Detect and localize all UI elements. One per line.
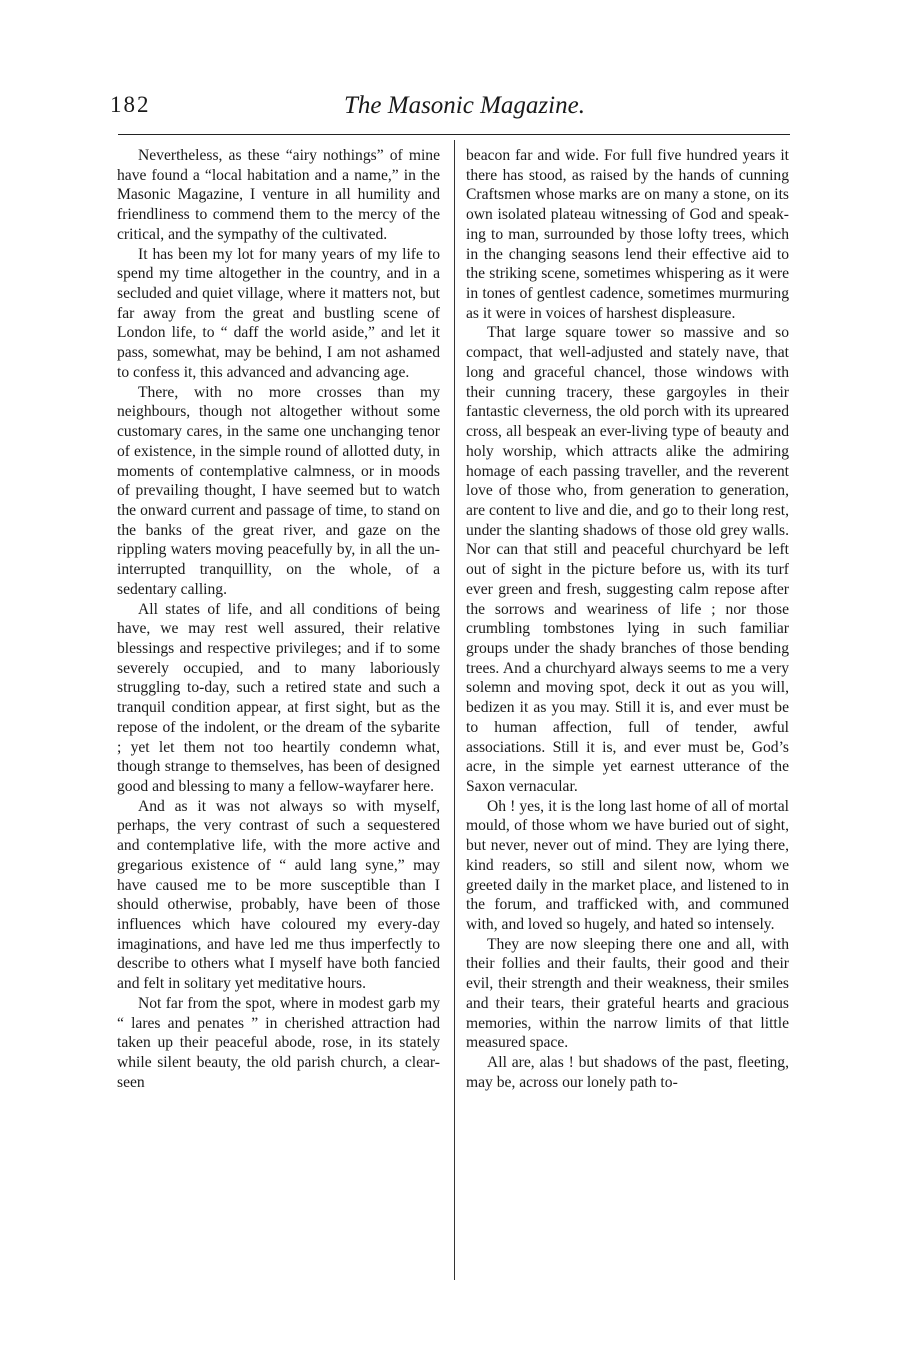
paragraph-continuation: beacon far and wide. For full five hundred years it there has stood, as raised by the hands of cunning Craftsmen whose marks are on many a stone, on its own isolated plateau witnessing of God and speaking to man, surrounded by those lofty trees, which in the changing seasons lend their effective aid to the striking scene, sometimes whispering as it were in tones of gentlest cadence, sometimes murmuring as it were in voices of harshest displeasure. [466,147,789,322]
paragraph: It has been my lot for many years of my life to spend my time altogether in the country, and in a secluded and quiet village, where it matters not, but far away from the great and bustling scene of London life, to “ daff the world aside,” and let it pass, somewhat, may be behind, I am not ashamed to confess it, this advanced and advancing age. [117,245,440,381]
paragraph: They are now sleeping there one and all, with their follies and their faults, their good and their evil, their strength and their weakness, their smiles and their tears, their grateful hearts and gracious memories, within the narrow limits of that little measured space. [466,935,789,1052]
page-number: 182 [110,92,151,117]
paragraph: All states of life, and all conditions of being have, we may rest well assured, their relative blessings and respective privileges; and if to some severely occupied, and to many laboriously struggling to-day, such a retired state and such a tranquil condition appear, at first sight, but as the repose of the indolent, or the dream of the sybarite ; yet let them not too heartily condemn what, though strange to themselves, has been of designed good and blessing to many a fellow-wayfarer here. [117,600,440,795]
running-title: The Masonic Magazine. [344,92,585,119]
right-column [466,146,789,1093]
paragraph: Nevertheless, as these “airy nothings” of mine have found a “local habitation and a name,” in the Masonic Magazine, I venture in all humility and friendliness to commend them to the mercy of the critical, and the sympathy of the cultivated. [117,147,440,243]
paragraph: There, with no more crosses than my neighbours, though not altogether without some customary cares, in the same one unchanging tenor of existence, in the simple round of allotted duty, in moments of contemplative calmness, or in moods of prevailing thought, I have seemed but to watch the onward current and passage of time, to stand on the banks of the great river, and gaze on the rippling waters moving peacefully by, in all the uninterrupted tranquillity, on the whole, of a sedentary calling. [117,383,440,598]
paragraph: That large square tower so massive and so compact, that well-adjusted and stately nave, that long and graceful chancel, those windows with their cunning tracery, these gargoyles in their fantastic cleverness, the old porch with its upreared cross, all bespeak an ever-living type of beauty and holy worship, which attracts alike the admiring homage of each passing traveller, and the reverent love of those who, from generation to generation, are content to live and die, and go to their long rest, under the slanting shadows of those old grey walls. Nor can that still and peaceful churchyard be left out of sight in the picture before us, with its turf ever green and fresh, suggesting calm repose after the sorrows and weariness of life ; nor those crumbling tombstones lying in such familiar groups under the shady branches of those bending trees. And a churchyard always seems to me a very solemn and moving spot, deck it out as you will, bedizen it as you may. Still it is, and ever must be to human affection, full of tender, awful associations. Still it is, and ever must be, God’s acre, in the simple yet earnest utterance of the Saxon vernacular. [466,324,789,795]
header-rule [118,134,790,135]
page-header [110,92,790,122]
paragraph: And as it was not always so with myself, perhaps, the very contrast of such a sequestered and contemplative life, with the more active and gregarious existence of “ auld lang syne,” may have caused me to be more susceptible than I should otherwise, probably, have been of those influences which have coloured my every-day imaginations, and have led me thus imperfectly to describe to others what I myself have both fancied and felt in solitary yet meditative hours. [117,797,440,993]
paragraph: Not far from the spot, where in modest garb my “ lares and penates ” in cherished attraction had taken up their peaceful abode, rose, in its stately while silent beauty, the old parish church, a clear-seen [117,994,440,1091]
column-divider [454,140,455,1280]
paragraph: Oh ! yes, it is the long last home of all of mortal mould, of those whom we have buried out of sight, but never, never out of mind. They are lying there, kind readers, so still and silent now, whom we greeted daily in the market place, and listened to in the forum, and trafficked with, and communed with, and loved so hugely, and hated so intensely. [466,797,789,934]
paragraph: All are, alas ! but shadows of the past, fleeting, may be, across our lonely path to- [466,1054,789,1091]
left-column [117,146,440,1093]
